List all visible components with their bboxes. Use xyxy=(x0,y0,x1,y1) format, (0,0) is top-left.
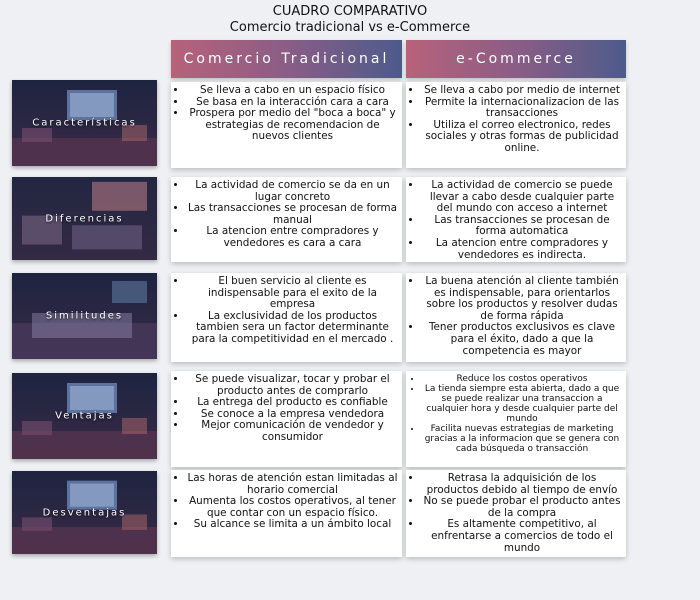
traditional-cell xyxy=(171,273,402,362)
row-label: Similitudes xyxy=(45,310,124,322)
ecommerce-cell xyxy=(406,470,626,557)
bullet-item: • Su alcance se limita a un ámbito local xyxy=(187,519,398,531)
ecommerce-cell xyxy=(406,273,626,362)
bullet-item: • Se conoce a la empresa vendedora xyxy=(187,409,398,421)
traditional-cell xyxy=(171,82,402,168)
bullet-item: • La atencion entre compradores y vendedores es cara a cara xyxy=(187,226,398,249)
row-image-1 xyxy=(12,177,157,260)
traditional-cell xyxy=(171,177,402,262)
bullet-item: • Permite la internacionalizacion de las transacciones xyxy=(422,97,622,120)
row-label: Características xyxy=(32,117,137,129)
column-header-ecommerce: e-Commerce xyxy=(406,40,626,78)
bullet-list xyxy=(410,473,622,554)
bullet-item: • Tener productos exclusivos es clave para el éxito, dado a que la competencia es mayor xyxy=(422,322,622,357)
bullet-item: • Las transacciones se procesan de forma manual xyxy=(187,203,398,226)
bullet-item: • Utiliza el correo electronico, redes sociales y otras formas de publicidad online. xyxy=(422,120,622,155)
bullet-item: • La exclusividad de los productos tambien sera un factor determinante para la competitividad en el mercado . xyxy=(187,311,398,346)
bullet-item: • Es altamente competitivo, al enfrentarse a comercios de todo el mundo xyxy=(422,519,622,554)
ecommerce-cell xyxy=(406,371,626,467)
bullet-item: • Retrasa la adquisición de los productos debido al tiempo de envío xyxy=(422,473,622,496)
bullet-list xyxy=(175,85,398,143)
row-image-4 xyxy=(12,471,157,554)
bullet-list xyxy=(175,180,398,250)
title-line-2: Comercio tradicional vs e-Commerce xyxy=(229,20,471,35)
bullet-item: • La buena atención al cliente también es indispensable, para orientarlos sobre los productos y resolver dudas de forma rápida xyxy=(422,276,622,322)
row-label: Ventajas xyxy=(55,410,114,422)
bullet-item: • Reduce los costos operativos xyxy=(422,374,622,384)
column-header-traditional: Comercio Tradicional xyxy=(171,40,402,78)
bullet-item: • Mejor comunicación de vendedor y consumidor xyxy=(187,420,398,443)
bullet-item: • Las horas de atención estan limitadas al horario comercial xyxy=(187,473,398,496)
bullet-item: • Se lleva a cabo por medio de internet xyxy=(422,85,622,97)
bullet-item: • Facilita nuevas estrategias de marketing gracias a la informacion que se genera con cada búsqueda o transacción xyxy=(422,424,622,454)
title-line-1: CUADRO COMPARATIVO xyxy=(272,4,428,19)
bullet-list xyxy=(175,473,398,531)
bullet-list xyxy=(410,85,622,155)
bullet-item: • Las transacciones se procesan de forma automatica xyxy=(422,215,622,238)
bullet-list xyxy=(175,374,398,444)
traditional-cell xyxy=(171,371,402,467)
row-label: Diferencias xyxy=(45,213,124,224)
bullet-item: • El buen servicio al cliente es indispensable para el exito de la empresa xyxy=(187,276,398,311)
bullet-list xyxy=(410,374,622,454)
bullet-item: • La entrega del producto es confiable xyxy=(187,397,398,409)
bullet-item: • Se basa en la interacción cara a cara xyxy=(187,97,398,109)
bullet-item: • La atencion entre compradores y vendedores es indirecta. xyxy=(422,238,622,261)
ecommerce-cell xyxy=(406,177,626,262)
page-title xyxy=(0,4,700,36)
row-image-2 xyxy=(12,273,157,359)
bullet-item: • No se puede probar el producto antes de la compra xyxy=(422,496,622,519)
bullet-item: • Aumenta los costos operativos, al tener que contar con un espacio físico. xyxy=(187,496,398,519)
bullet-list xyxy=(410,180,622,261)
bullet-list xyxy=(410,276,622,357)
bullet-item: • La tienda siempre esta abierta, dado a que se puede realizar una transaccion a cualquier hora y desde cualquier parte del mundo xyxy=(422,384,622,424)
bullet-item: • Se puede visualizar, tocar y probar el producto antes de comprarlo xyxy=(187,374,398,397)
row-image-3 xyxy=(12,373,157,459)
bullet-list xyxy=(175,276,398,346)
traditional-cell xyxy=(171,470,402,557)
row-image-0 xyxy=(12,80,157,166)
bullet-item: • Prospera por medio del "boca a boca" y estrategias de recomendacion de nuevos clientes xyxy=(187,108,398,143)
bullet-item: • Se lleva a cabo en un espacio físico xyxy=(187,85,398,97)
row-label: Desventajas xyxy=(42,507,127,518)
bullet-item: • La actividad de comercio se da en un lugar concreto xyxy=(187,180,398,203)
ecommerce-cell xyxy=(406,82,626,168)
bullet-item: • La actividad de comercio se puede llevar a cabo desde cualquier parte del mundo con acceso a internet xyxy=(422,180,622,215)
